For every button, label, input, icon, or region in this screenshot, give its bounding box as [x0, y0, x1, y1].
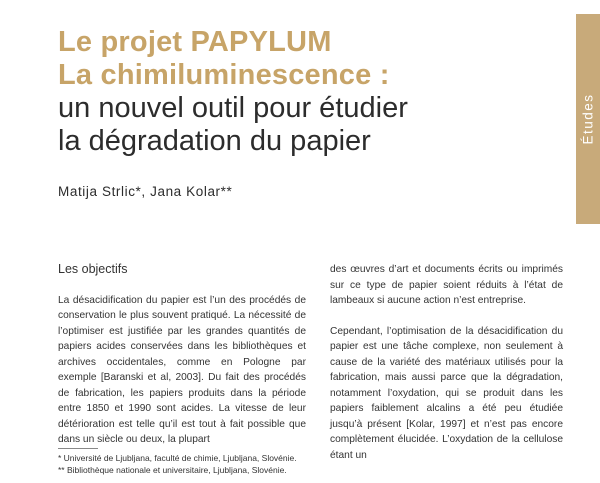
- section-tab: [576, 14, 600, 224]
- right-column: [330, 262, 563, 463]
- body-paragraph: des œuvres d’art et documents écrits ou imprimés sur ce type de papier soient réduits à l’état de lambeaux si aucune action n’est entreprise.: [330, 264, 563, 306]
- authors: Matija Strlic*, Jana Kolar**: [58, 184, 233, 199]
- body-paragraph: La désacidification du papier est l’un des procédés de conservation le plus souvent pratiqué. La nécessité de l’optimiser est justifiée par les grandes quantités de papiers acides conservées dans les bibliothèques et archives occidentales, comme en Pologne par exemple [Baranski et al, 2003]. Du fait des procédés de fabrication, les papiers produits dans la période entre 1850 et 1990 sont acides. La vitesse de leur détérioration est telle qu’il est tout à fait possible que dans un siècle ou deux, la plupart: [58, 294, 306, 445]
- footnotes: [58, 452, 297, 476]
- footnote-divider: [58, 448, 98, 449]
- title-line-2: La chimiluminescence :: [58, 59, 390, 91]
- section-tab-label: Études: [580, 93, 596, 145]
- title-line-1: Le projet PAPYLUM: [58, 26, 332, 58]
- section-heading: Les objectifs: [58, 262, 128, 276]
- title-line-3: un nouvel outil pour étudier: [58, 92, 408, 124]
- footnote-2: ** Bibliothèque nationale et universitaire, Ljubljana, Slovénie.: [58, 465, 287, 475]
- title-line-4: la dégradation du papier: [58, 125, 371, 157]
- footnote-1: * Université de Ljubljana, faculté de chimie, Ljubljana, Slovénie.: [58, 453, 297, 463]
- left-column: [58, 262, 306, 448]
- body-paragraph: Cependant, l’optimisation de la désacidification du papier est une tâche complexe, non seulement à cause de la variété des matériaux utilisés pour la fabrication, mais aussi parce que la dégradation, notamment l’oxydation, qui se produit dans les papiers faiblement alcalins a été peu étudiée jusqu’à présent [Kolar, 1997] et n’est pas encore complètement élucidée. L’oxydation de la cellulose étant un: [330, 325, 563, 461]
- article-title: [58, 26, 558, 158]
